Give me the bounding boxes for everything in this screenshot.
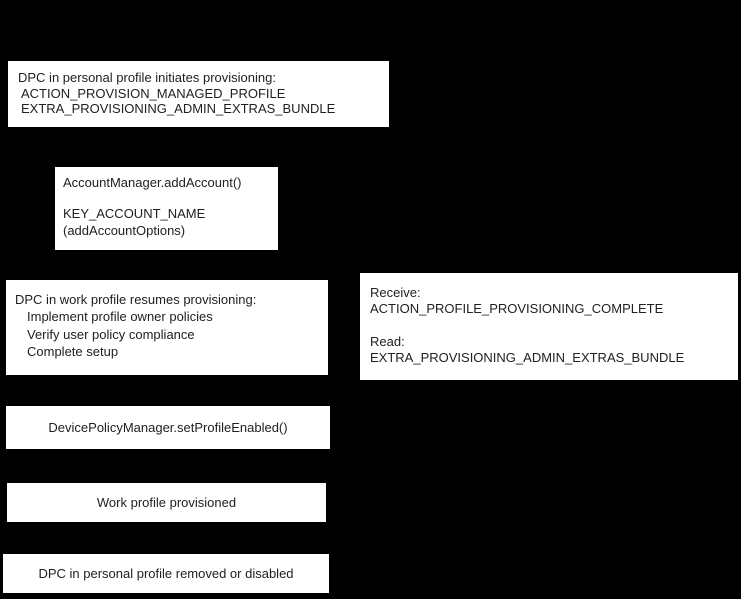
flow-box-add-account: [55, 167, 278, 250]
flow-text-receive-label: Receive:: [370, 285, 421, 300]
flow-text-set-profile-enabled: DevicePolicyManager.setProfileEnabled(): [48, 420, 288, 435]
flow-text-action-provision-managed-profile: ACTION_PROVISION_MANAGED_PROFILE: [21, 85, 286, 101]
flow-text-dpc-removed: DPC in personal profile removed or disabled: [38, 566, 294, 581]
flow-box-work-profile-provisioned: [7, 483, 326, 522]
flow-box-resume-provisioning: [6, 280, 328, 375]
flow-text-extra-provisioning-bundle: EXTRA_PROVISIONING_ADMIN_EXTRAS_BUNDLE: [370, 350, 685, 365]
flow-text-add-account-options: (addAccountOptions): [63, 223, 186, 238]
flow-box-dpc-removed: [3, 554, 329, 593]
flow-text-add-account-call: AccountManager.addAccount(): [63, 175, 242, 190]
flow-text-implement-policies: Implement profile owner policies: [27, 309, 213, 325]
flow-text-read-label: Read:: [370, 334, 405, 349]
flow-text-complete-setup: Complete setup: [27, 343, 119, 359]
flow-text-key-account-name: KEY_ACCOUNT_NAME: [63, 206, 206, 221]
flow-text-verify-compliance: Verify user policy compliance: [27, 326, 195, 342]
flow-text-action-profile-provisioning-complete: ACTION_PROFILE_PROVISIONING_COMPLETE: [370, 301, 664, 316]
flow-text-initiate-title: DPC in personal profile initiates provisioning:: [18, 70, 276, 85]
flow-text-resume-title: DPC in work profile resumes provisioning:: [15, 292, 257, 307]
flow-text-work-profile-provisioned: Work profile provisioned: [96, 495, 237, 510]
flow-box-receive-broadcast: [360, 273, 738, 380]
flow-box-set-profile-enabled: [6, 406, 330, 449]
flow-text-extra-provisioning-admin-extras-bundle: EXTRA_PROVISIONING_ADMIN_EXTRAS_BUNDLE: [21, 101, 336, 116]
flow-box-initiate-provisioning: [8, 61, 389, 127]
